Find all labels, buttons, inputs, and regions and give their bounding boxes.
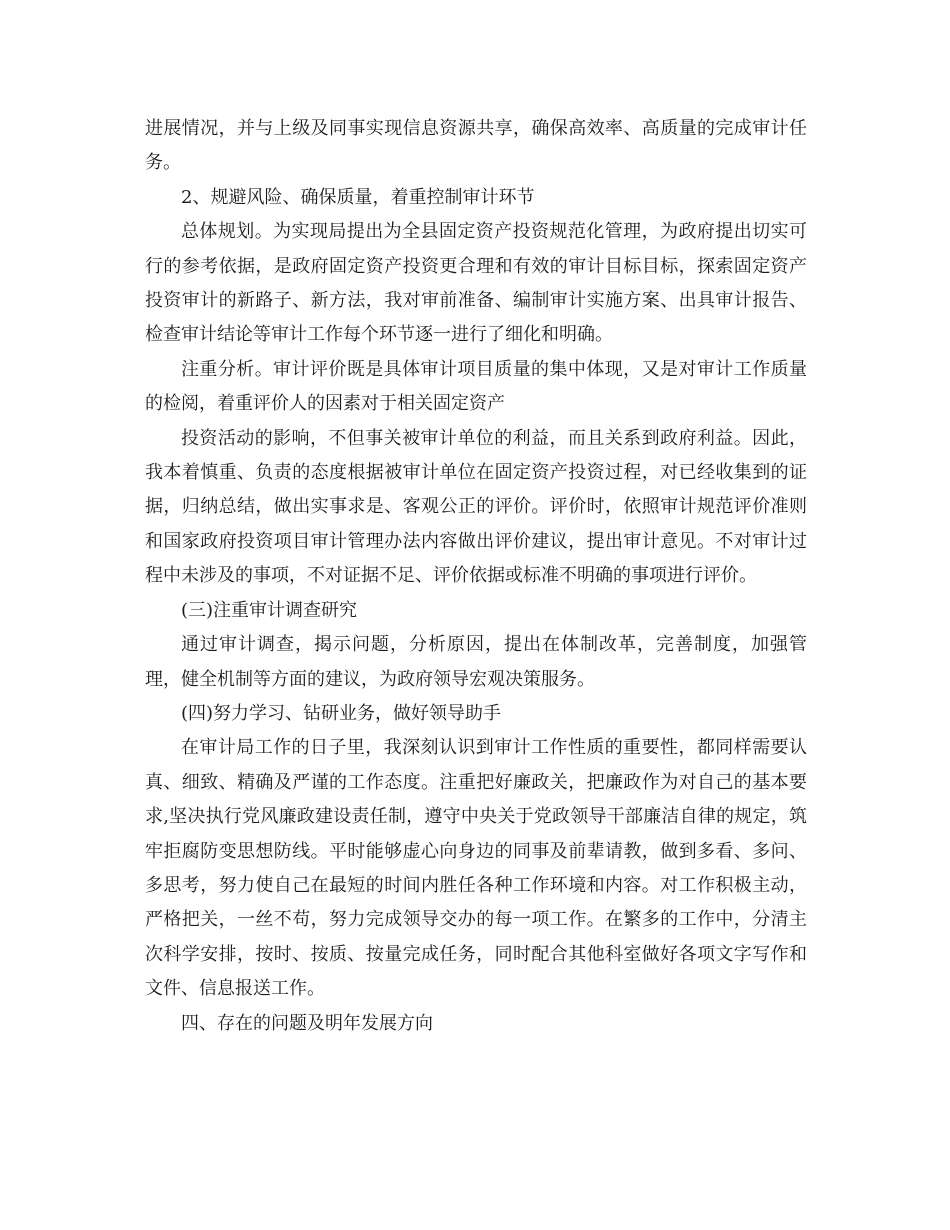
paragraph-focus-analysis: 注重分析。审计评价既是具体审计项目质量的集中体现，又是对审计工作质量的检阅，着重评价人的因素对于相关固定资产 [145,358,807,415]
paragraph-investment-impact: 投资活动的影响，不但事关被审计单位的利益，而且关系到政府利益。因此，我本着慎重、负责的态度根据被审计单位在固定资产投资过程，对已经收集到的证据，归纳总结，做出实事求是、客观公正的评价。评价时，依照审计规范评价准则和国家政府投资项目审计管理办法内容做出评价建议，提出审计意见。不对审计过程中未涉及的事项，不对证据不足、评价依据或标准不明确的事项进行评价。 [145,427,807,587]
section-heading-audit-research: (三)注重审计调查研究 [181,599,358,621]
document-page [145,112,807,1041]
paragraph-audit-research: 通过审计调查，揭示问题，分析原因，提出在体制改革，完善制度，加强管理，健全机制等方面的建议，为政府领导宏观决策服务。 [145,634,807,690]
paragraph-1: 进展情况，并与上级及同事实现信息资源共享，确保高效率、高质量的完成审计任务。 [145,118,807,174]
paragraph-study: 在审计局工作的日子里，我深刻认识到审计工作性质的重要性，都同样需要认真、细致、精确及严谨的工作态度。注重把好廉政关，把廉政作为对自己的基本要求,坚决执行党风廉政建设责任制，遵守中央关于党政领导干部廉洁自律的规定，筑牢拒腐防变思想防线。平时能够虚心向身边的同事及前辈请教，做到多看、多问、多思考，努力使自己在最短的时间内胜任各种工作环境和内容。对工作积极主动，严格把关，一丝不苟，努力完成领导交办的每一项工作。在繁多的工作中，分清主次科学安排，按时、按质、按量完成任务，同时配合其他科室做好各项文字写作和文件、信息报送工作。 [145,737,807,1000]
section-heading-risk-quality: 2、规避风险、确保质量，着重控制审计环节 [181,186,535,208]
section-heading-study: (四)努力学习、钻研业务，做好领导助手 [181,702,502,724]
section-heading-problems: 四、存在的问题及明年发展方向 [181,1012,433,1034]
paragraph-overall-planning: 总体规划。为实现局提出为全县固定资产投资规范化管理，为政府提出切实可行的参考依据，是政府固定资产投资更合理和有效的审计目标目标，探索固定资产投资审计的新路子、新方法，我对审前准备、编制审计实施方案、出具审计报告、检查审计结论等审计工作每个环节逐一进行了细化和明确。 [145,221,807,346]
